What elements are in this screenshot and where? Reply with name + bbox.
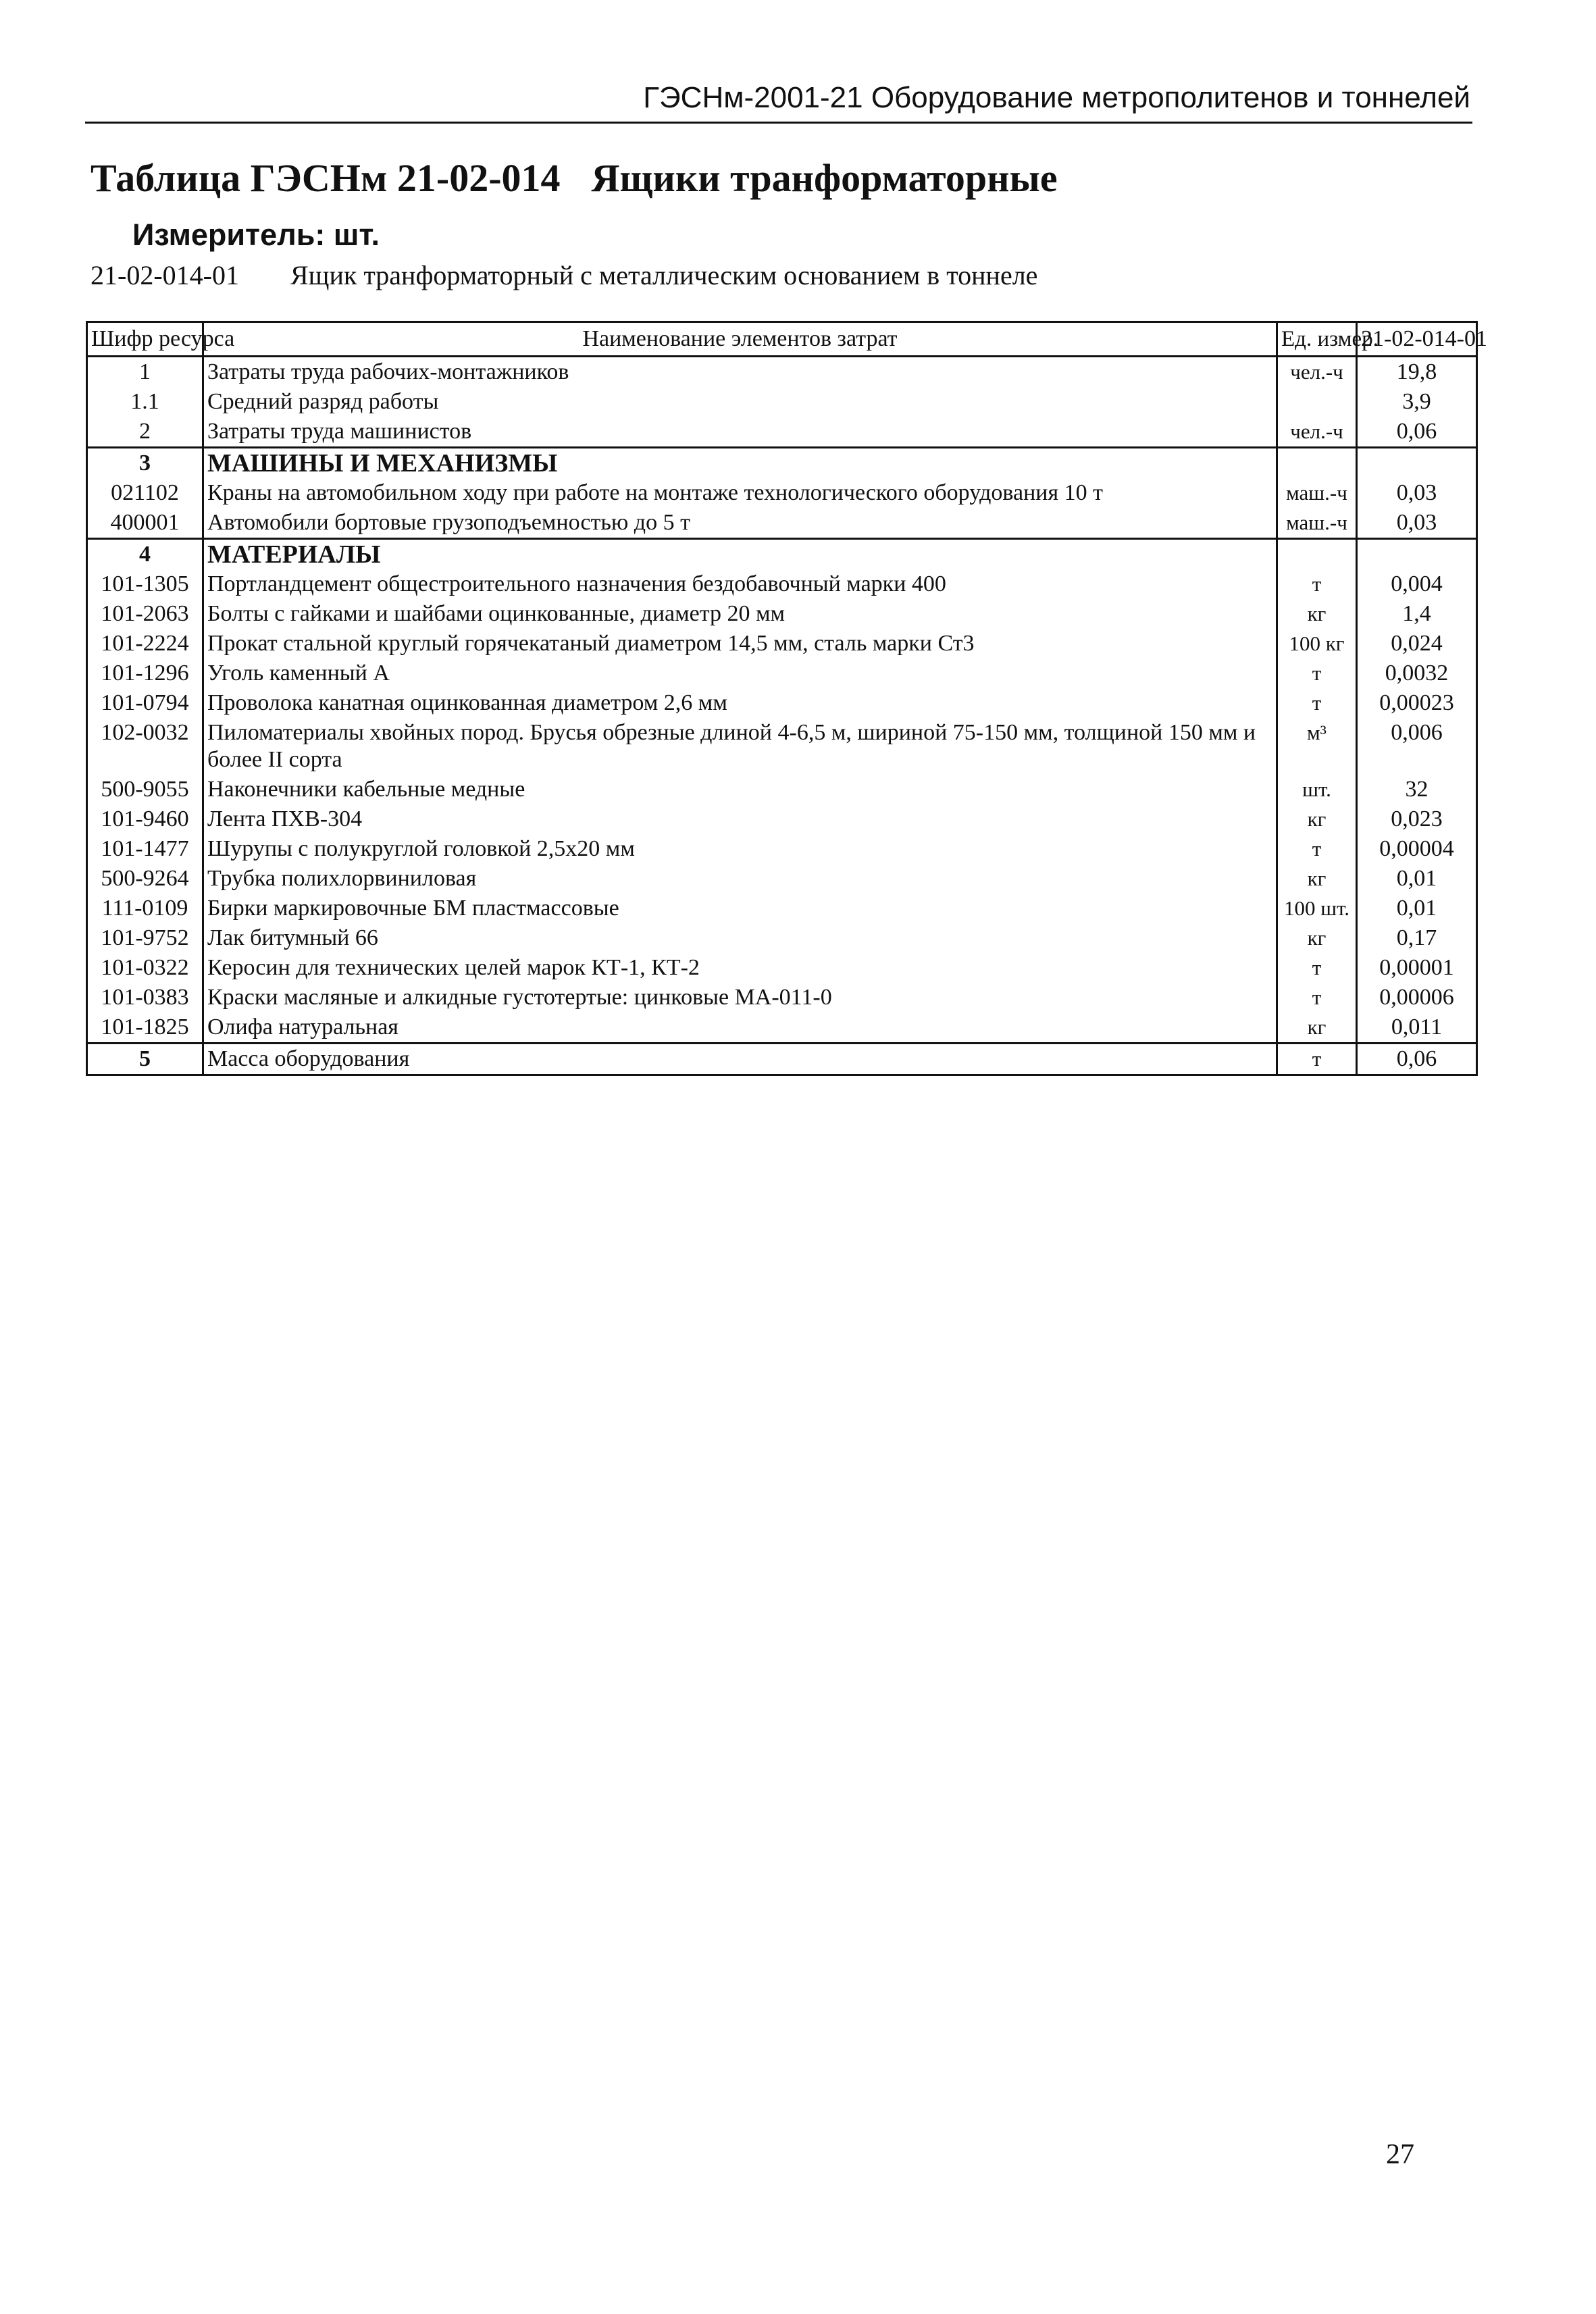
row-value [1357,539,1477,570]
row-code: 1.1 [87,387,203,417]
row-unit: кг [1277,864,1357,894]
row-value: 0,01 [1357,894,1477,923]
row-value: 3,9 [1357,387,1477,417]
row-value: 0,004 [1357,569,1477,599]
row-unit: т [1277,983,1357,1012]
row-unit: кг [1277,1012,1357,1044]
row-unit: кг [1277,599,1357,629]
row-value: 0,00004 [1357,834,1477,864]
row-code: 101-2224 [87,629,203,659]
row-value: 0,023 [1357,804,1477,834]
row-name: Уголь каменный А [203,659,1277,688]
row-value: 19,8 [1357,357,1477,388]
row-code: 101-0322 [87,953,203,983]
row-code: 101-1305 [87,569,203,599]
row-value: 0,011 [1357,1012,1477,1044]
row-name: Бирки маркировочные БМ пластмассовые [203,894,1277,923]
row-unit: т [1277,569,1357,599]
table-row [87,953,1477,983]
row-unit: кг [1277,804,1357,834]
row-value: 0,0032 [1357,659,1477,688]
row-value: 0,00006 [1357,983,1477,1012]
row-value: 0,006 [1357,718,1477,775]
row-code: 1 [87,357,203,388]
row-unit: 100 кг [1277,629,1357,659]
row-unit: 100 шт. [1277,894,1357,923]
unit-line: Измеритель: шт. [132,217,380,252]
header-unit: Ед. измер. [1277,322,1357,357]
row-code: 400001 [87,508,203,539]
row-value: 0,06 [1357,417,1477,448]
row-name: Краски масляные и алкидные густотертые: цинковые МА-011-0 [203,983,1277,1012]
row-code: 500-9055 [87,775,203,804]
row-code: 101-1825 [87,1012,203,1044]
row-name: Прокат стальной круглый горячекатаный диаметром 14,5 мм, сталь марки Ст3 [203,629,1277,659]
row-code: 500-9264 [87,864,203,894]
row-unit: т [1277,953,1357,983]
row-code: 101-1477 [87,834,203,864]
row-code: 2 [87,417,203,448]
row-unit: маш.-ч [1277,508,1357,539]
row-name: Лак битумный 66 [203,923,1277,953]
row-unit: кг [1277,923,1357,953]
table-row [87,804,1477,834]
table-name: Ящики транформаторные [591,156,1058,200]
norms-table [86,321,1487,1076]
table-row [87,448,1477,479]
header-value: 21-02-014-01 [1357,322,1477,357]
table-row [87,508,1477,539]
norms-table-body [87,322,1487,1075]
table-row [87,1044,1477,1075]
row-code: 4 [87,539,203,570]
row-unit: м³ [1277,718,1357,775]
row-value: 1,4 [1357,599,1477,629]
row-unit: чел.-ч [1277,357,1357,388]
row-value: 0,01 [1357,864,1477,894]
row-name: Шурупы с полукруглой головкой 2,5х20 мм [203,834,1277,864]
row-code: 3 [87,448,203,479]
row-unit: т [1277,1044,1357,1075]
row-name: Затраты труда машинистов [203,417,1277,448]
row-name: Портландцемент общестроительного назначения бездобавочный марки 400 [203,569,1277,599]
row-value: 0,03 [1357,478,1477,508]
row-name: Краны на автомобильном ходу при работе на монтаже технологического оборудования 10 т [203,478,1277,508]
row-value: 32 [1357,775,1477,804]
table-row [87,569,1477,599]
table-row [87,923,1477,953]
row-code: 5 [87,1044,203,1075]
header-rule [85,122,1472,124]
row-name: Проволока канатная оцинкованная диаметром 2,6 мм [203,688,1277,718]
table-row [87,659,1477,688]
row-name: МАТЕРИАЛЫ [203,539,1277,570]
table-row [87,894,1477,923]
row-unit: маш.-ч [1277,478,1357,508]
row-value: 0,00001 [1357,953,1477,983]
row-name: Средний разряд работы [203,387,1277,417]
row-unit [1277,448,1357,479]
row-name: Масса оборудования [203,1044,1277,1075]
row-unit [1277,539,1357,570]
table-row [87,775,1477,804]
row-code: 101-2063 [87,599,203,629]
row-name: Олифа натуральная [203,1012,1277,1044]
row-name: МАШИНЫ И МЕХАНИЗМЫ [203,448,1277,479]
running-header: ГЭСНм-2001-21 Оборудование метрополитенов и тоннелей [643,81,1470,114]
page-number: 27 [1386,2139,1414,2170]
table-code: Таблица ГЭСНм 21-02-014 [91,156,561,200]
row-code: 111-0109 [87,894,203,923]
table-row [87,688,1477,718]
row-name: Затраты труда рабочих-монтажников [203,357,1277,388]
table-row [87,387,1477,417]
table-header-row [87,322,1477,357]
table-row [87,599,1477,629]
row-unit: т [1277,834,1357,864]
table-row [87,357,1477,388]
row-code: 101-9752 [87,923,203,953]
table-row [87,718,1477,775]
row-unit [1277,387,1357,417]
row-unit: шт. [1277,775,1357,804]
row-code: 101-1296 [87,659,203,688]
table-row [87,864,1477,894]
row-unit: т [1277,659,1357,688]
table-row [87,834,1477,864]
table-title [91,155,1058,201]
row-value: 0,03 [1357,508,1477,539]
row-unit: чел.-ч [1277,417,1357,448]
table-row [87,983,1477,1012]
table-row [87,478,1477,508]
row-value [1357,448,1477,479]
header-code: Шифр ресурса [87,322,203,357]
table-row [87,1012,1477,1044]
row-name: Трубка полихлорвиниловая [203,864,1277,894]
table-row [87,417,1477,448]
header-name: Наименование элементов затрат [203,322,1277,357]
table-row [87,629,1477,659]
row-code: 102-0032 [87,718,203,775]
row-value: 0,00023 [1357,688,1477,718]
row-name: Лента ПХВ-304 [203,804,1277,834]
row-code: 101-0794 [87,688,203,718]
row-code: 101-9460 [87,804,203,834]
row-name: Керосин для технических целей марок КТ-1, КТ-2 [203,953,1277,983]
row-value: 0,024 [1357,629,1477,659]
row-name: Пиломатериалы хвойных пород. Брусья обрезные длиной 4-6,5 м, шириной 75-150 мм, толщиной 150 мм и более II сорта [203,718,1277,775]
item-name: Ящик транформаторный с металлическим основанием в тоннеле [290,260,1038,290]
item-code: 21-02-014-01 [91,260,239,290]
row-name: Автомобили бортовые грузоподъемностью до 5 т [203,508,1277,539]
row-value: 0,17 [1357,923,1477,953]
table-row [87,539,1477,570]
row-name: Наконечники кабельные медные [203,775,1277,804]
item-line [91,259,1038,291]
row-value: 0,06 [1357,1044,1477,1075]
row-unit: т [1277,688,1357,718]
row-name: Болты с гайками и шайбами оцинкованные, диаметр 20 мм [203,599,1277,629]
row-code: 021102 [87,478,203,508]
row-code: 101-0383 [87,983,203,1012]
